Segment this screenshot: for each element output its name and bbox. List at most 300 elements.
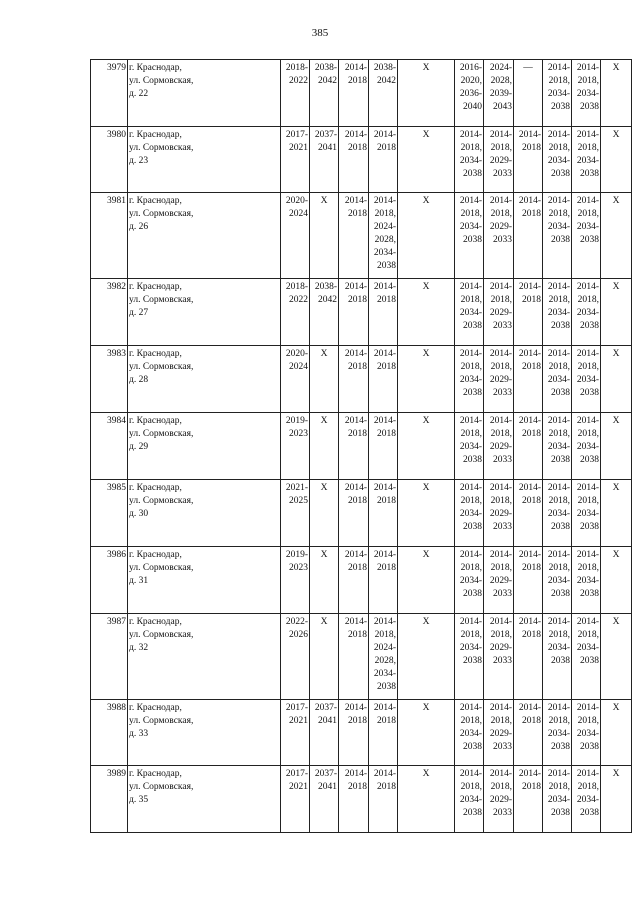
period-line: 2018 — [377, 496, 396, 506]
period-cell — [398, 413, 455, 480]
row-number: 3984 — [91, 413, 128, 480]
period-line: 2033 — [493, 589, 512, 599]
period-line: 2029- — [489, 576, 512, 586]
table-row — [91, 766, 632, 833]
period-cell — [339, 60, 369, 127]
period-line: 2014- — [373, 483, 396, 493]
period-line: 2014- — [518, 282, 541, 292]
row-number: 3989 — [91, 766, 128, 833]
address-line: г. Краснодар, — [129, 349, 182, 359]
period-line: 2034- — [576, 89, 599, 99]
period-cell — [543, 614, 572, 700]
row-number: 3985 — [91, 480, 128, 547]
address-line: ул. Сормовская, — [129, 630, 194, 640]
period-line: 2038 — [551, 235, 570, 245]
period-cell — [543, 127, 572, 193]
page-number: 385 — [311, 27, 329, 39]
period-line: 2025 — [289, 496, 308, 506]
period-line: 2018 — [522, 716, 541, 726]
period-cell — [601, 700, 632, 766]
period-line: 2034- — [576, 442, 599, 452]
period-cell — [455, 413, 484, 480]
period-line: 2014- — [489, 703, 512, 713]
address-line: ул. Сормовская, — [129, 76, 194, 86]
period-line: 2038 — [551, 808, 570, 818]
period-line: 2014- — [373, 282, 396, 292]
period-line: 2018, — [460, 143, 482, 153]
period-line: 2014- — [489, 282, 512, 292]
period-line: 2034- — [576, 643, 599, 653]
period-line: 2018, — [490, 295, 512, 305]
address-line: ул. Сормовская, — [129, 295, 194, 305]
period-line: 2038 — [580, 169, 599, 179]
period-line: 2034- — [459, 509, 482, 519]
period-line: 2014- — [547, 550, 570, 560]
period-line: 2038 — [551, 522, 570, 532]
period-cell — [339, 480, 369, 547]
period-line: 2038 — [580, 589, 599, 599]
period-cell — [572, 127, 601, 193]
address-line: д. 31 — [129, 576, 149, 586]
period-cell — [601, 127, 632, 193]
address-line: г. Краснодар, — [129, 282, 182, 292]
period-line: 2038 — [463, 808, 482, 818]
period-line: 2018 — [348, 716, 367, 726]
period-line: 2021 — [289, 143, 308, 153]
period-line: 2033 — [493, 321, 512, 331]
period-line: 2018, — [577, 295, 599, 305]
address-line: д. 35 — [129, 795, 149, 805]
period-line: 2014- — [373, 769, 396, 779]
building-schedule-table — [90, 59, 632, 833]
period-line: 2018, — [460, 782, 482, 792]
period-line: 2018 — [377, 563, 396, 573]
period-line: 2018, — [490, 209, 512, 219]
period-cell — [514, 480, 543, 547]
address-cell — [128, 279, 281, 346]
period-line: 2020, — [460, 76, 482, 86]
period-cell — [310, 766, 339, 833]
period-line: 2014- — [576, 349, 599, 359]
period-line: 2014- — [459, 550, 482, 560]
period-line: X — [612, 416, 620, 426]
period-line: 2014- — [344, 703, 367, 713]
period-line: X — [612, 282, 620, 292]
period-line: 2038- — [373, 63, 396, 73]
period-line: 2034- — [459, 729, 482, 739]
period-line: 2034- — [547, 222, 570, 232]
period-line: 2018 — [348, 362, 367, 372]
period-line: 2014- — [459, 416, 482, 426]
period-line: 2014- — [576, 617, 599, 627]
period-line: X — [612, 63, 620, 73]
period-line: 2041 — [318, 782, 337, 792]
period-line: 2034- — [459, 222, 482, 232]
period-line: 2034- — [459, 308, 482, 318]
period-line: 2034- — [576, 156, 599, 166]
period-line: 2014- — [373, 703, 396, 713]
table-row — [91, 480, 632, 547]
period-line: 2018, — [548, 716, 570, 726]
period-line: 2018 — [348, 782, 367, 792]
period-line: 2033 — [493, 388, 512, 398]
row-number: 3986 — [91, 547, 128, 614]
period-line: X — [320, 617, 328, 627]
period-line: 2038 — [377, 682, 396, 692]
period-cell — [369, 413, 398, 480]
period-line: 2018, — [577, 362, 599, 372]
period-line: 2029- — [489, 222, 512, 232]
period-line: 2018, — [577, 429, 599, 439]
period-cell — [398, 700, 455, 766]
period-line: 2034- — [576, 308, 599, 318]
period-line: 2014- — [576, 416, 599, 426]
period-line: X — [422, 196, 430, 206]
period-line: 2038 — [463, 169, 482, 179]
period-line: 2014- — [518, 703, 541, 713]
period-cell — [339, 127, 369, 193]
period-line: 2014- — [344, 483, 367, 493]
period-line: 2029- — [489, 795, 512, 805]
period-cell — [514, 547, 543, 614]
period-line: 2014- — [576, 769, 599, 779]
period-line: 2038 — [463, 656, 482, 666]
address-cell — [128, 480, 281, 547]
period-line: 2018 — [348, 295, 367, 305]
period-line: 2014- — [344, 617, 367, 627]
period-line: 2034- — [459, 643, 482, 653]
period-line: 2014- — [547, 483, 570, 493]
period-line: 2018 — [522, 295, 541, 305]
period-cell — [484, 614, 514, 700]
period-line: 2014- — [373, 617, 396, 627]
period-cell — [281, 547, 310, 614]
address-line: д. 26 — [129, 222, 149, 232]
address-line: г. Краснодар, — [129, 617, 182, 627]
period-line: 2018 — [522, 496, 541, 506]
period-line: X — [612, 769, 620, 779]
period-cell — [310, 413, 339, 480]
table-row — [91, 700, 632, 766]
period-line: 2014- — [489, 769, 512, 779]
period-cell — [339, 766, 369, 833]
period-line: X — [612, 617, 620, 627]
period-line: 2038 — [580, 102, 599, 112]
address-cell — [128, 766, 281, 833]
period-line: 2034- — [547, 509, 570, 519]
period-cell — [310, 127, 339, 193]
period-line: 2014- — [547, 617, 570, 627]
period-line: 2018- — [285, 63, 308, 73]
period-cell — [310, 547, 339, 614]
row-number: 3983 — [91, 346, 128, 413]
period-line: X — [422, 63, 430, 73]
period-line: 2038 — [463, 742, 482, 752]
period-cell — [543, 766, 572, 833]
period-line: 2038 — [580, 388, 599, 398]
period-cell — [310, 480, 339, 547]
period-line: 2014- — [489, 617, 512, 627]
period-line: 2017- — [285, 130, 308, 140]
address-line: д. 28 — [129, 375, 149, 385]
period-line: 2014- — [373, 349, 396, 359]
period-cell — [543, 193, 572, 279]
period-line: 2037- — [314, 703, 337, 713]
period-line: 2018, — [548, 496, 570, 506]
period-line: 2014- — [344, 196, 367, 206]
period-line: 2018, — [490, 716, 512, 726]
period-cell — [455, 766, 484, 833]
period-cell — [514, 127, 543, 193]
period-line: 2042 — [318, 76, 337, 86]
period-line: 2018 — [522, 362, 541, 372]
period-cell — [572, 279, 601, 346]
address-line: д. 30 — [129, 509, 149, 519]
period-line: 2018 — [348, 563, 367, 573]
period-line: 2023 — [289, 429, 308, 439]
table-row — [91, 547, 632, 614]
period-line: 2014- — [489, 483, 512, 493]
period-line: 2018 — [522, 429, 541, 439]
period-cell — [484, 346, 514, 413]
period-line: 2038 — [580, 522, 599, 532]
period-cell — [514, 279, 543, 346]
period-cell — [572, 480, 601, 547]
period-line: 2014- — [576, 63, 599, 73]
period-line: 2034- — [459, 442, 482, 452]
period-line: 2018 — [377, 716, 396, 726]
period-cell — [543, 346, 572, 413]
period-line: 2024 — [289, 362, 308, 372]
period-line: 2020- — [285, 349, 308, 359]
period-line: X — [422, 130, 430, 140]
period-line: X — [422, 617, 430, 627]
address-cell — [128, 193, 281, 279]
period-cell — [543, 547, 572, 614]
period-line: 2014- — [518, 550, 541, 560]
period-line: 2036- — [459, 89, 482, 99]
period-cell — [281, 193, 310, 279]
period-line: 2018, — [490, 563, 512, 573]
address-line: г. Краснодар, — [129, 703, 182, 713]
period-line: 2018, — [460, 209, 482, 219]
period-line: 2022- — [285, 617, 308, 627]
period-line: 2034- — [576, 795, 599, 805]
period-line: 2038 — [580, 742, 599, 752]
period-line: 2018 — [377, 362, 396, 372]
period-cell — [601, 766, 632, 833]
period-line: 2018, — [548, 782, 570, 792]
table-row — [91, 413, 632, 480]
period-line: 2014- — [576, 282, 599, 292]
address-cell — [128, 413, 281, 480]
period-cell — [484, 127, 514, 193]
period-cell — [281, 766, 310, 833]
period-line: 2038 — [551, 455, 570, 465]
period-line: 2014- — [576, 196, 599, 206]
period-line: 2014- — [344, 769, 367, 779]
period-line: 2018, — [548, 630, 570, 640]
period-line: 2034- — [459, 375, 482, 385]
period-cell — [339, 413, 369, 480]
period-line: X — [422, 416, 430, 426]
period-cell — [455, 279, 484, 346]
period-line: 2038 — [580, 321, 599, 331]
period-line: 2033 — [493, 742, 512, 752]
period-line: 2014- — [344, 416, 367, 426]
address-line: д. 32 — [129, 643, 149, 653]
period-line: X — [320, 483, 328, 493]
period-cell — [455, 614, 484, 700]
table-row — [91, 279, 632, 346]
period-line: 2014- — [518, 349, 541, 359]
period-line: X — [422, 483, 430, 493]
period-cell — [572, 766, 601, 833]
period-line: 2034- — [576, 222, 599, 232]
period-line: 2016- — [459, 63, 482, 73]
period-cell — [310, 193, 339, 279]
period-cell — [455, 480, 484, 547]
period-line: 2021 — [289, 782, 308, 792]
period-line: 2019- — [285, 416, 308, 426]
period-line: 2018, — [374, 209, 396, 219]
period-line: 2014- — [489, 196, 512, 206]
period-cell — [398, 346, 455, 413]
period-line: 2034- — [459, 576, 482, 586]
period-line: 2033 — [493, 808, 512, 818]
period-line: 2034- — [547, 576, 570, 586]
row-number: 3981 — [91, 193, 128, 279]
period-line: 2041 — [318, 716, 337, 726]
address-line: ул. Сормовская, — [129, 496, 194, 506]
period-line: 2018, — [577, 563, 599, 573]
period-line: 2018, — [548, 76, 570, 86]
period-cell — [543, 60, 572, 127]
row-number: 3987 — [91, 614, 128, 700]
period-line: 2018 — [348, 429, 367, 439]
row-number: 3979 — [91, 60, 128, 127]
period-line: 2014- — [373, 130, 396, 140]
period-line: 2018, — [374, 630, 396, 640]
period-line: 2014- — [518, 130, 541, 140]
address-line: ул. Сормовская, — [129, 716, 194, 726]
period-cell — [398, 279, 455, 346]
period-line: 2038 — [580, 455, 599, 465]
address-line: ул. Сормовская, — [129, 362, 194, 372]
period-line: 2018, — [460, 563, 482, 573]
period-line: X — [422, 282, 430, 292]
period-line: 2034- — [373, 248, 396, 258]
period-cell — [484, 547, 514, 614]
period-line: 2038 — [463, 455, 482, 465]
period-line: X — [422, 349, 430, 359]
period-line: 2014- — [373, 416, 396, 426]
period-line: 2024- — [373, 643, 396, 653]
address-line: ул. Сормовская, — [129, 563, 194, 573]
period-cell — [398, 193, 455, 279]
period-cell — [281, 700, 310, 766]
period-cell — [455, 700, 484, 766]
period-line: 2014- — [459, 483, 482, 493]
period-line: 2038 — [377, 261, 396, 271]
period-line: 2014- — [576, 550, 599, 560]
period-cell — [281, 127, 310, 193]
period-line: 2038 — [463, 388, 482, 398]
address-line: ул. Сормовская, — [129, 143, 194, 153]
period-line: 2038 — [551, 169, 570, 179]
period-line: 2040 — [463, 102, 482, 112]
period-line: 2034- — [547, 442, 570, 452]
period-line: 2018, — [490, 362, 512, 372]
period-cell — [572, 614, 601, 700]
period-cell — [543, 279, 572, 346]
period-line: 2014- — [489, 416, 512, 426]
period-line: 2038 — [463, 522, 482, 532]
period-line: 2014- — [344, 550, 367, 560]
period-line: 2014- — [576, 703, 599, 713]
period-line: 2034- — [547, 308, 570, 318]
period-cell — [398, 60, 455, 127]
period-line: 2034- — [373, 669, 396, 679]
period-line: 2014- — [547, 769, 570, 779]
period-line: 2038 — [463, 321, 482, 331]
period-line: 2033 — [493, 235, 512, 245]
period-line: 2029- — [489, 643, 512, 653]
period-line: 2018, — [460, 630, 482, 640]
address-line: ул. Сормовская, — [129, 782, 194, 792]
period-line: 2018, — [548, 295, 570, 305]
period-line: 2024- — [373, 222, 396, 232]
period-line: 2014- — [547, 130, 570, 140]
period-line: 2018 — [522, 563, 541, 573]
period-cell — [484, 413, 514, 480]
table-row — [91, 193, 632, 279]
address-line: ул. Сормовская, — [129, 429, 194, 439]
address-cell — [128, 700, 281, 766]
period-line: 2018, — [577, 782, 599, 792]
period-line: 2018, — [548, 429, 570, 439]
period-line: 2014- — [459, 617, 482, 627]
period-cell — [455, 127, 484, 193]
period-cell — [369, 193, 398, 279]
period-line: 2014- — [489, 550, 512, 560]
period-line: 2037- — [314, 130, 337, 140]
period-cell — [398, 127, 455, 193]
period-line: 2028, — [374, 235, 396, 245]
period-line: 2038 — [580, 808, 599, 818]
period-cell — [310, 346, 339, 413]
period-cell — [339, 547, 369, 614]
address-line: г. Краснодар, — [129, 550, 182, 560]
period-cell — [572, 547, 601, 614]
period-line: 2034- — [547, 729, 570, 739]
period-cell — [281, 480, 310, 547]
period-line: 2018, — [577, 209, 599, 219]
period-line: 2018, — [460, 362, 482, 372]
period-line: 2017- — [285, 703, 308, 713]
period-line: 2014- — [547, 416, 570, 426]
period-line: X — [612, 550, 620, 560]
period-line: 2014- — [459, 349, 482, 359]
period-cell — [514, 60, 543, 127]
period-cell — [514, 700, 543, 766]
period-line: 2014- — [459, 196, 482, 206]
period-cell — [455, 547, 484, 614]
period-line: 2014- — [547, 349, 570, 359]
period-line: 2018, — [490, 630, 512, 640]
period-cell — [369, 700, 398, 766]
period-line: 2042 — [377, 76, 396, 86]
